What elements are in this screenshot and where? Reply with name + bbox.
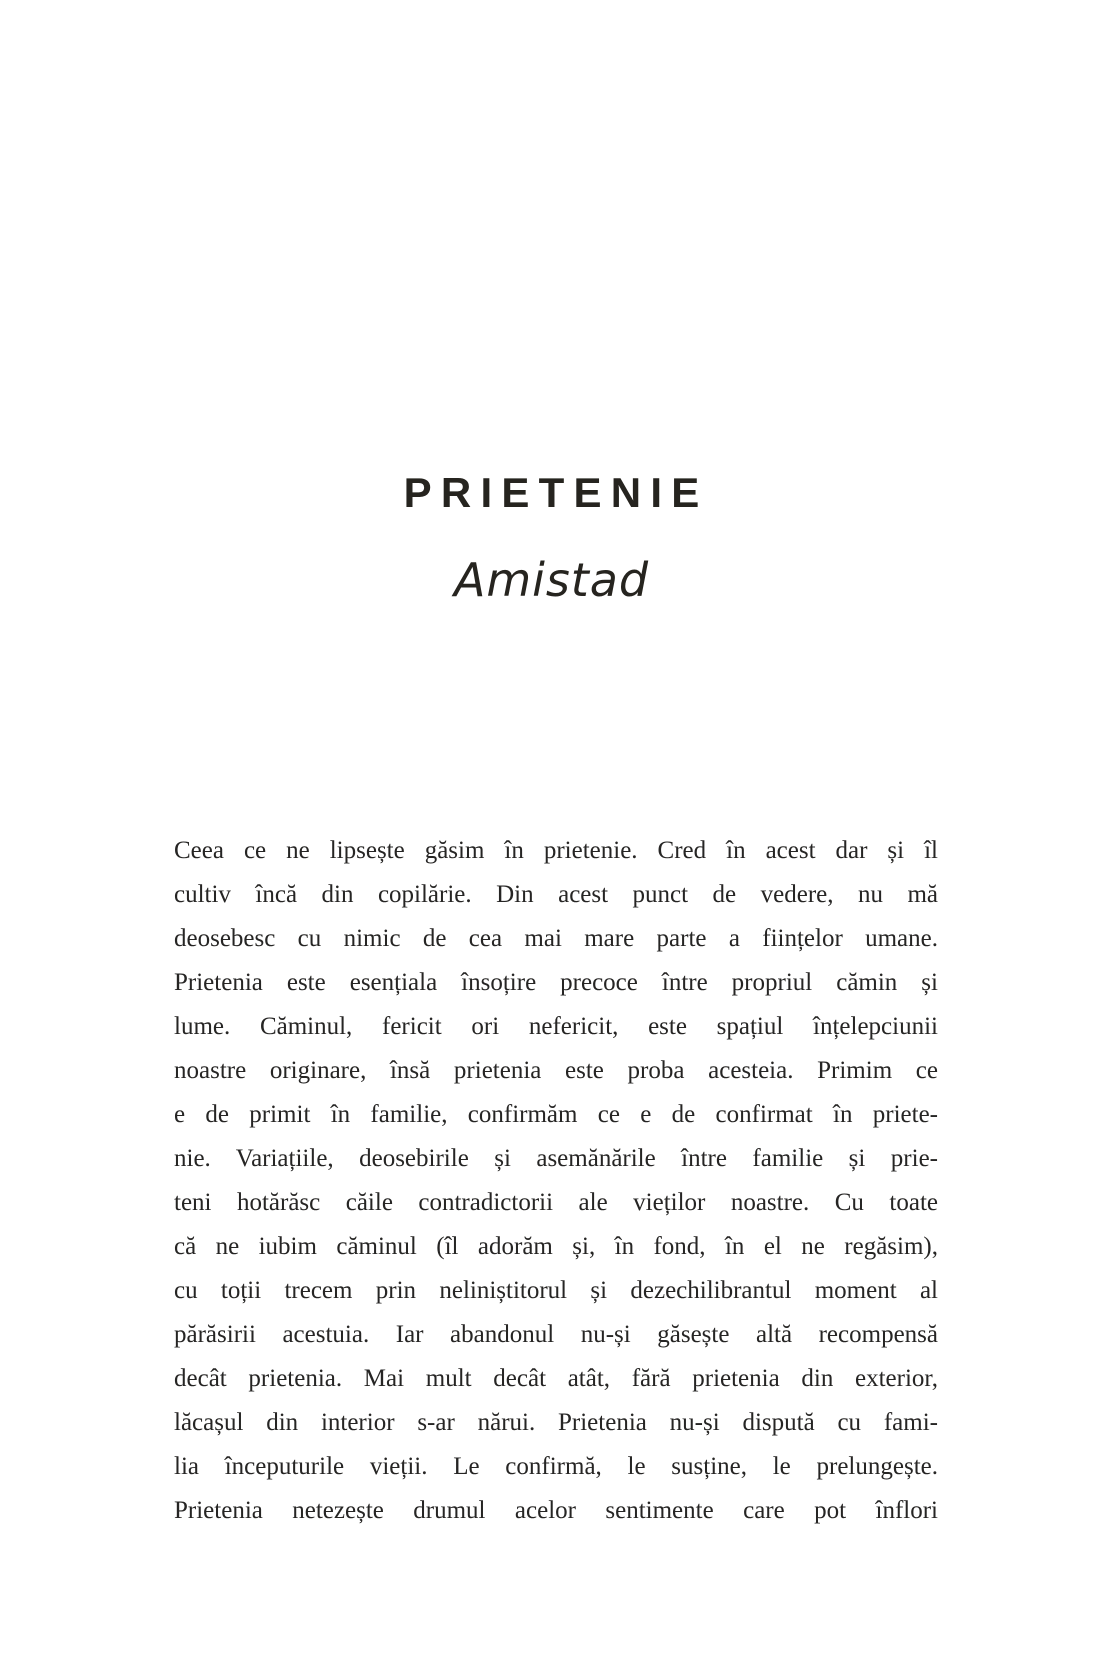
body-line: teni hotărăsc căile contradictorii ale vieților noastre. Cu toate (174, 1189, 938, 1216)
body-line: nie. Variațiile, deosebirile și asemănările între familie și prie- (174, 1145, 938, 1172)
body-line: e de primit în familie, confirmăm ce e de confirmat în priete- (174, 1101, 938, 1128)
body-line: lia începuturile vieții. Le confirmă, le susține, le prelungește. (174, 1453, 938, 1480)
body-line: Prietenia netezește drumul acelor sentimente care pot înflori (174, 1497, 938, 1524)
body-line: lăcașul din interior s-ar nărui. Prietenia nu-și dispută cu fami- (174, 1409, 938, 1436)
body-line: cultiv încă din copilărie. Din acest punct de vedere, nu mă (174, 881, 938, 908)
body-line: Prietenia este esențiala însoțire precoce între propriul cămin și (174, 969, 938, 996)
body-paragraph (174, 829, 938, 1533)
body-line: lume. Căminul, fericit ori nefericit, este spațiul înțelepciunii (174, 1013, 938, 1040)
chapter-subtitle: Amistad (454, 553, 649, 607)
body-line: părăsirii acestuia. Iar abandonul nu-și găsește altă recompensă (174, 1321, 938, 1348)
body-line: decât prietenia. Mai mult decât atât, fără prietenia din exterior, (174, 1365, 938, 1392)
body-line: cu toții trecem prin neliniștitorul și dezechilibrantul moment al (174, 1277, 938, 1304)
body-line: deosebesc cu nimic de cea mai mare parte a ființelor umane. (174, 925, 938, 952)
body-line: că ne iubim căminul (îl adorăm și, în fond, în el ne regăsim), (174, 1233, 938, 1260)
body-line: Ceea ce ne lipsește găsim în prietenie. Cred în acest dar și îl (174, 837, 938, 864)
body-line: noastre originare, însă prietenia este proba acesteia. Primim ce (174, 1057, 938, 1084)
chapter-title: PRIETENIE (403, 469, 709, 516)
